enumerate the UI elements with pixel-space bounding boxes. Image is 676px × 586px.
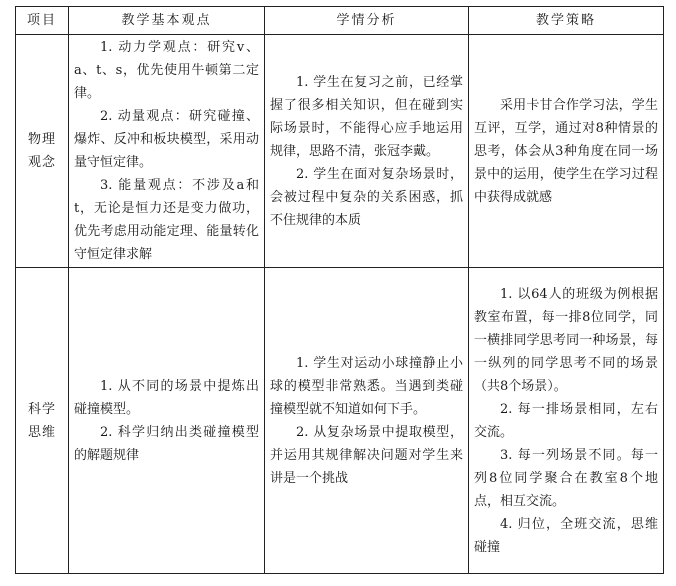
viewpoint-paragraph: 3. 能量观点：不涉及a和t，无论是恒力还是变力做功，优先考虑用动能定理、能量转化守恒定律求解 xyxy=(74,178,259,262)
viewpoint-paragraph: 2. 动量观点：研究碰撞、爆炸、反冲和板块模型，采用动量守恒定律。 xyxy=(74,109,259,170)
category-cell xyxy=(16,35,69,268)
strategy-cell xyxy=(469,268,664,574)
analysis-paragraph: 2. 从复杂场景中提取模型，并运用其规律解决问题对学生来讲是一个挑战 xyxy=(270,424,463,486)
analysis-paragraph: 1. 学生对运动小球撞静止小球的模型非常熟悉。当遇到类碰撞模型就不知道如何下手。 xyxy=(270,355,463,417)
viewpoint-paragraph: 1. 从不同的场景中提炼出碰撞模型。 xyxy=(74,378,259,417)
header-viewpoints: 教学基本观点 xyxy=(69,7,265,35)
category-line: 物理 xyxy=(27,132,56,147)
row-physics-concept xyxy=(16,35,664,268)
header-item: 项目 xyxy=(16,7,69,35)
header-analysis: 学情分析 xyxy=(265,7,469,35)
strategy-paragraph: 4. 归位，全班交流，思维碰撞 xyxy=(474,516,658,555)
viewpoint-paragraph: 1. 动力学观点：研究v、a、t、s，优先使用牛顿第二定律。 xyxy=(74,40,259,101)
header-row xyxy=(16,7,664,35)
viewpoint-paragraph: 2. 科学归纳出类碰撞模型的解题规律 xyxy=(74,424,259,463)
strategy-paragraph: 2. 每一排场景相同，左右交流。 xyxy=(474,401,658,440)
category-line: 观念 xyxy=(27,155,56,170)
viewpoints-cell xyxy=(69,268,265,574)
strategy-paragraph: 1. 以64人的班级为例根据教室布置，每一排8位同学，同一横排同学思考同一种场景，每一纵列的同学思考不同的场景（共8个场景）。 xyxy=(474,286,658,394)
header-strategy: 教学策略 xyxy=(469,7,664,35)
analysis-cell xyxy=(265,268,469,574)
row-scientific-thinking xyxy=(16,268,664,574)
analysis-cell xyxy=(265,35,469,268)
strategy-paragraph: 采用卡甘合作学习法，学生互评，互学，通过对8种情景的思考，体会从3种角度在同一场景中的运用，使学生在学习过程中获得成就感 xyxy=(474,97,658,205)
analysis-paragraph: 2. 学生在面对复杂场景时，会被过程中复杂的关系困惑，抓不住规律的本质 xyxy=(270,166,463,228)
category-line: 思维 xyxy=(27,424,56,440)
analysis-paragraph: 1. 学生在复习之前，已经掌握了很多相关知识，但在碰到实际场景时，不能得心应手地运用规律，思路不清，张冠李戴。 xyxy=(270,74,463,159)
viewpoints-cell xyxy=(69,35,265,268)
category-cell xyxy=(16,268,69,574)
strategy-paragraph: 3. 每一列场景不同。每一列8位同学聚合在教室8个地点，相互交流。 xyxy=(474,447,658,509)
category-line: 科学 xyxy=(27,401,56,417)
strategy-cell xyxy=(469,35,664,268)
teaching-design-table xyxy=(15,6,664,574)
